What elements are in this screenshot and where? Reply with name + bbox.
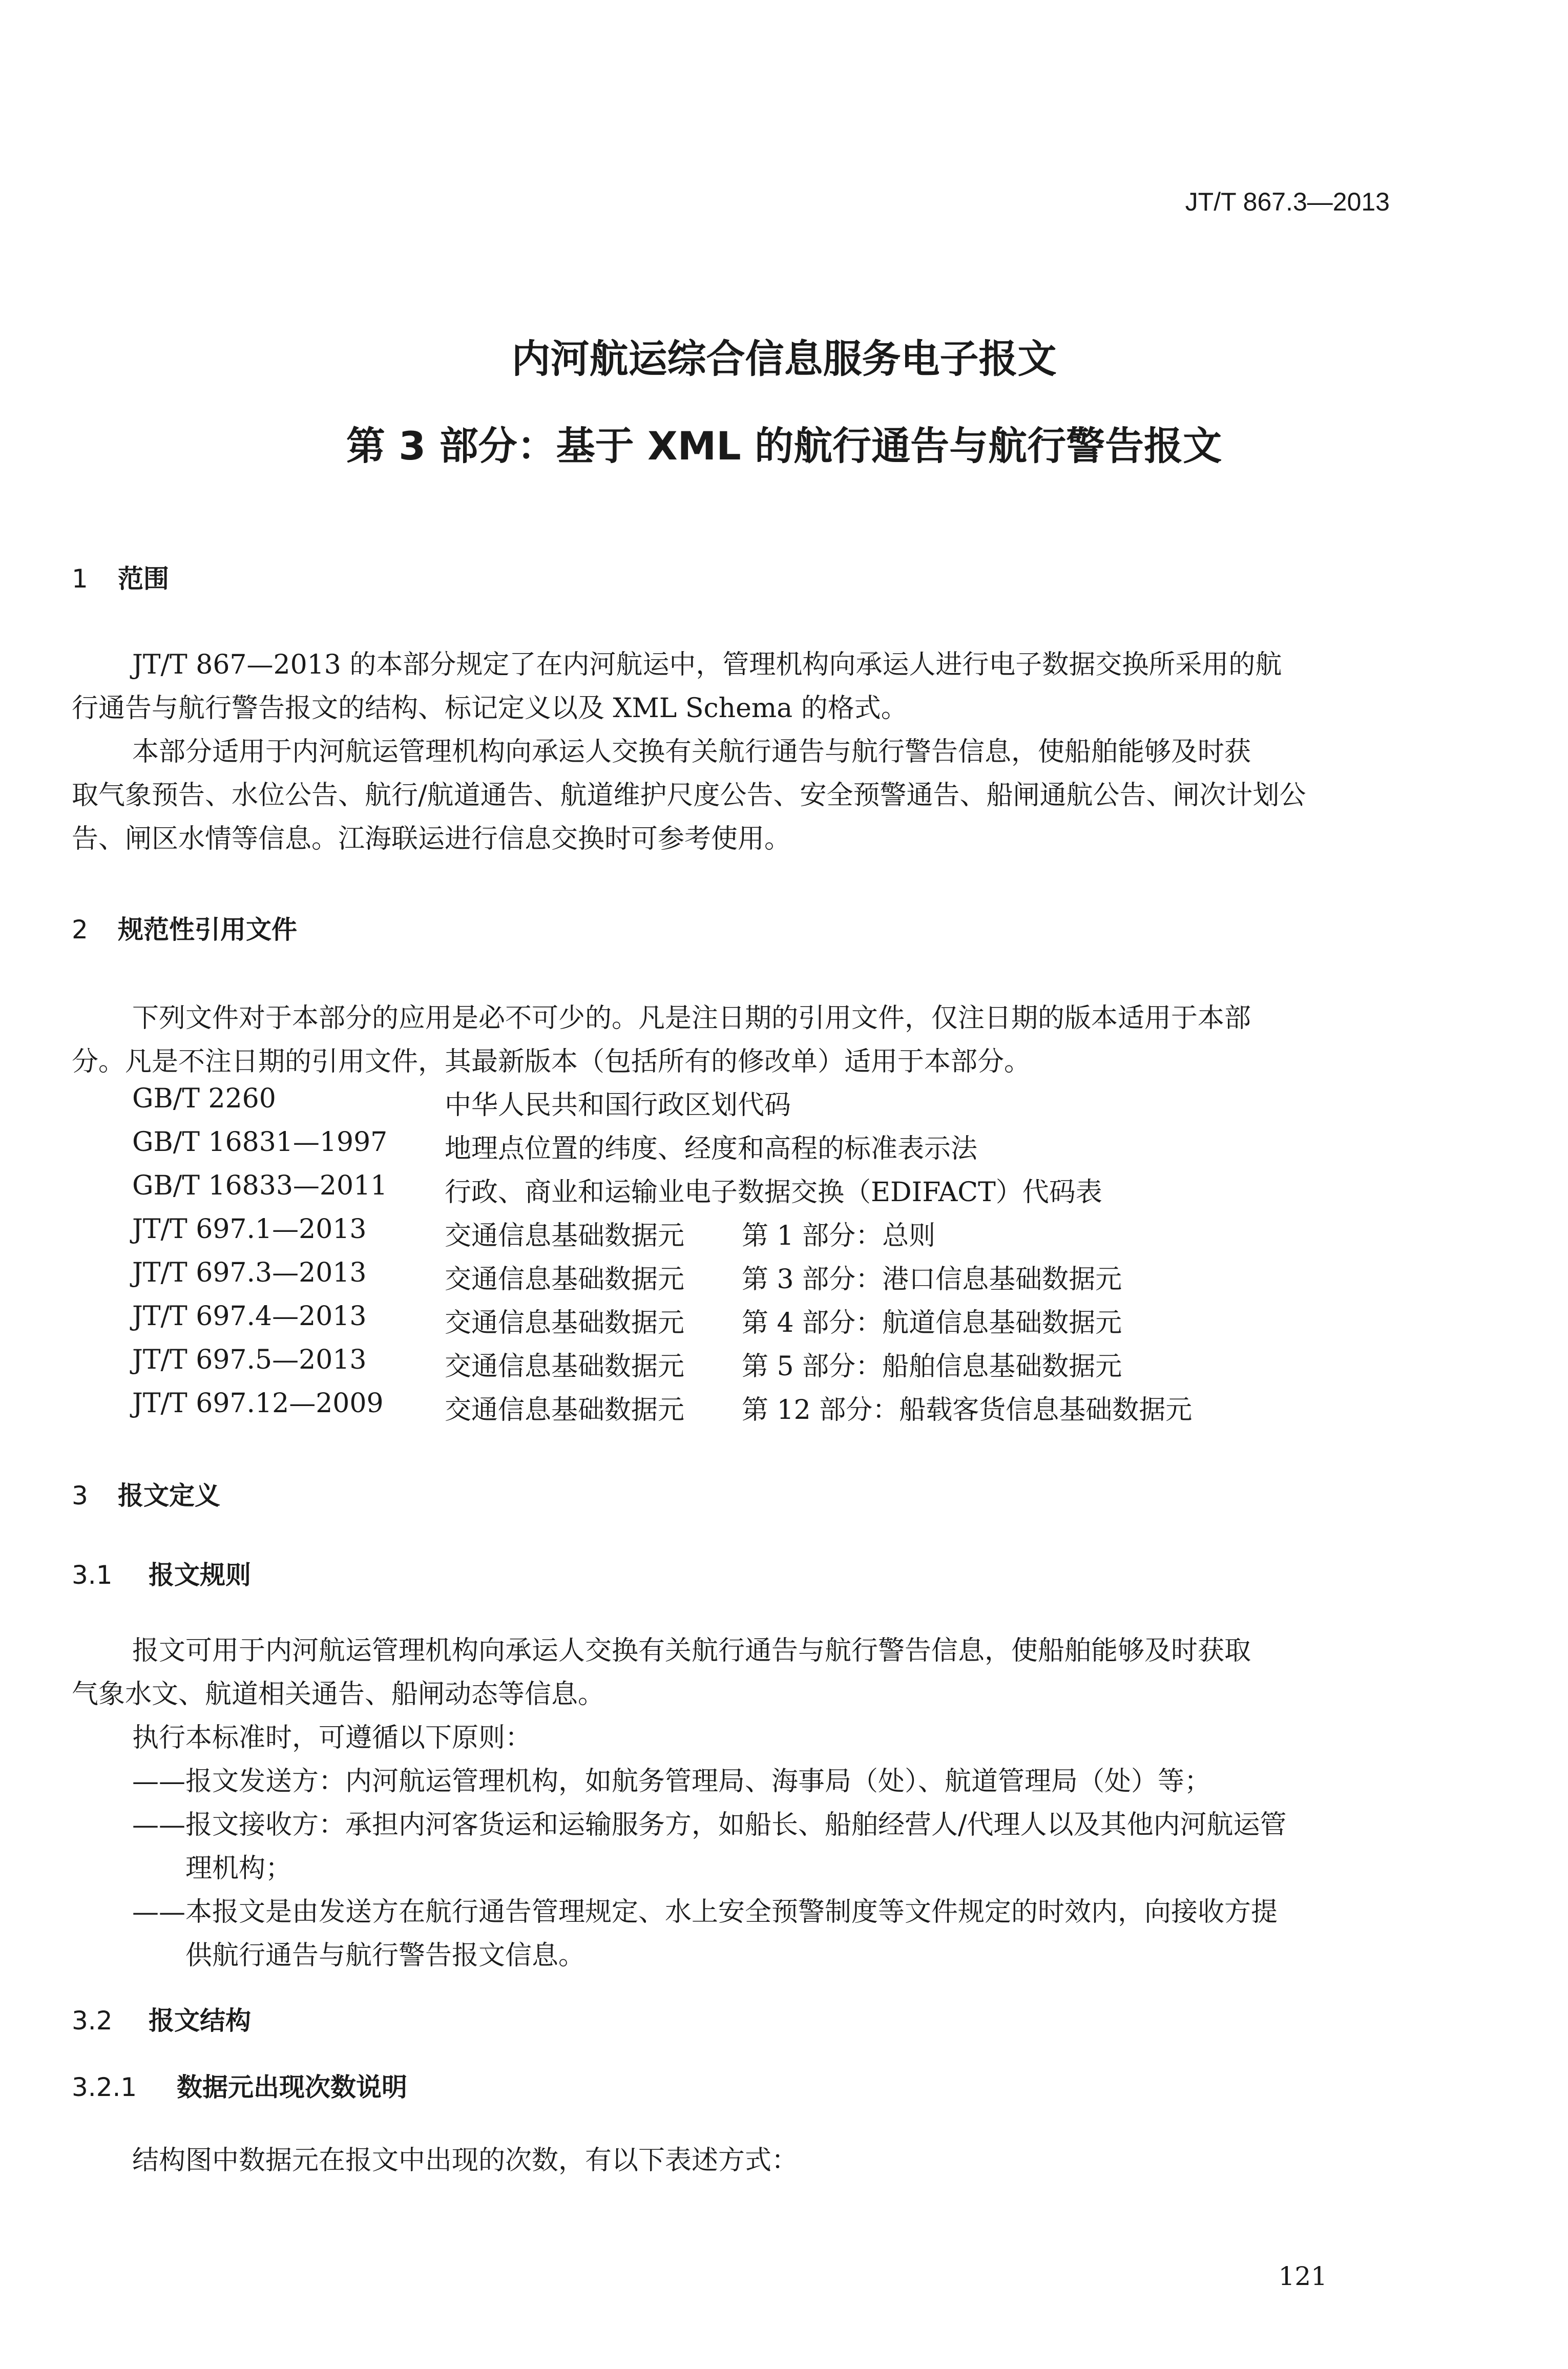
paragraph-line: 报文可用于内河航运管理机构向承运人交换有关航行通告与航行警告信息，使船舶能够及时获取 [132, 1636, 1251, 1666]
paragraph-line: 分。凡是不注日期的引用文件，其最新版本（包括所有的修改单）适用于本部分。 [72, 1046, 1031, 1077]
section-title: 数据元出现次数说明 [177, 2072, 407, 2102]
reference-title: 交通信息基础数据元 [445, 1351, 685, 1382]
reference-title: 交通信息基础数据元 [445, 1395, 685, 1425]
paragraph-line: JT/T 867—2013 的本部分规定了在内河航运中，管理机构向承运人进行电子数据交换所采用的航 [132, 649, 1282, 680]
section-title: 报文规则 [149, 1560, 251, 1590]
section-number: 3.2 [72, 2006, 113, 2036]
paragraph-line: 告、闸区水情等信息。江海联运进行信息交换时可参考使用。 [72, 824, 791, 854]
reference-part: 第 1 部分：总则 [742, 1221, 936, 1251]
section-number: 1 [72, 564, 88, 594]
reference-code: JT/T 697.4—2013 [132, 1301, 367, 1332]
list-item-continuation: 理机构； [185, 1853, 292, 1884]
paragraph-line: 下列文件对于本部分的应用是必不可少的。凡是注日期的引用文件，仅注日期的版本适用于本部 [132, 1003, 1251, 1034]
reference-title: 交通信息基础数据元 [445, 1221, 685, 1251]
list-item: ——报文接收方：承担内河客货运和运输服务方，如船长、船舶经营人/代理人以及其他内河航运管 [132, 1810, 1287, 1840]
reference-part: 第 5 部分：船舶信息基础数据元 [742, 1351, 1122, 1382]
list-item-continuation: 供航行通告与航行警告报文信息。 [185, 1940, 586, 1971]
section-number: 3.2.1 [72, 2072, 137, 2102]
paragraph-line: 本部分适用于内河航运管理机构向承运人交换有关航行通告与航行警告信息，使船舶能够及时获 [132, 737, 1251, 767]
reference-code: JT/T 697.12—2009 [132, 1388, 384, 1419]
reference-part: 第 12 部分：船载客货信息基础数据元 [742, 1395, 1193, 1425]
section-1-heading [72, 558, 169, 595]
section-title: 规范性引用文件 [118, 915, 297, 945]
reference-title: 交通信息基础数据元 [445, 1308, 685, 1338]
section-title: 范围 [118, 564, 169, 594]
reference-part: 第 4 部分：航道信息基础数据元 [742, 1308, 1122, 1338]
section-3-heading [72, 1475, 220, 1512]
list-item: ——报文发送方：内河航运管理机构，如航务管理局、海事局（处）、航道管理局（处）等； [132, 1766, 1211, 1797]
reference-code: GB/T 16831—1997 [132, 1127, 388, 1158]
section-3-2-heading [72, 2000, 251, 2037]
paragraph-line: 结构图中数据元在报文中出现的次数，有以下表述方式： [132, 2145, 799, 2176]
reference-code: JT/T 697.3—2013 [132, 1257, 367, 1288]
reference-title: 行政、商业和运输业电子数据交换（EDIFACT）代码表 [445, 1177, 1102, 1208]
list-item: ——本报文是由发送方在航行通告管理规定、水上安全预警制度等文件规定的时效内，向接收方提 [132, 1897, 1278, 1927]
paragraph-line: 取气象预告、水位公告、航行/航道通告、航道维护尺度公告、安全预警通告、船闸通航公告、闸次计划公 [72, 780, 1306, 811]
section-number: 3.1 [72, 1560, 113, 1590]
reference-title: 中华人民共和国行政区划代码 [445, 1090, 791, 1121]
document-subtitle: 第 3 部分：基于 XML 的航行通告与航行警告报文 [346, 423, 1222, 469]
section-title: 报文定义 [118, 1481, 220, 1511]
standard-number: JT/T 867.3—2013 [1185, 187, 1390, 216]
reference-title: 交通信息基础数据元 [445, 1264, 685, 1295]
reference-title: 地理点位置的纬度、经度和高程的标准表示法 [445, 1134, 978, 1164]
section-number: 3 [72, 1481, 88, 1511]
document-title: 内河航运综合信息服务电子报文 [511, 336, 1057, 382]
section-2-heading [72, 909, 297, 946]
reference-part: 第 3 部分：港口信息基础数据元 [742, 1264, 1122, 1295]
section-title: 报文结构 [149, 2006, 251, 2036]
section-number: 2 [72, 915, 88, 945]
paragraph-line: 行通告与航行警告报文的结构、标记定义以及 XML Schema 的格式。 [72, 693, 908, 724]
reference-code: JT/T 697.5—2013 [132, 1345, 367, 1375]
paragraph-line: 气象水文、航道相关通告、船闸动态等信息。 [72, 1679, 605, 1710]
reference-code: GB/T 16833—2011 [132, 1170, 388, 1201]
section-3-2-1-heading [72, 2067, 407, 2104]
section-3-1-heading [72, 1555, 251, 1591]
page-number: 121 [1278, 2261, 1327, 2291]
paragraph-line: 执行本标准时，可遵循以下原则： [132, 1723, 532, 1753]
reference-code: GB/T 2260 [132, 1083, 276, 1114]
reference-code: JT/T 697.1—2013 [132, 1214, 367, 1245]
